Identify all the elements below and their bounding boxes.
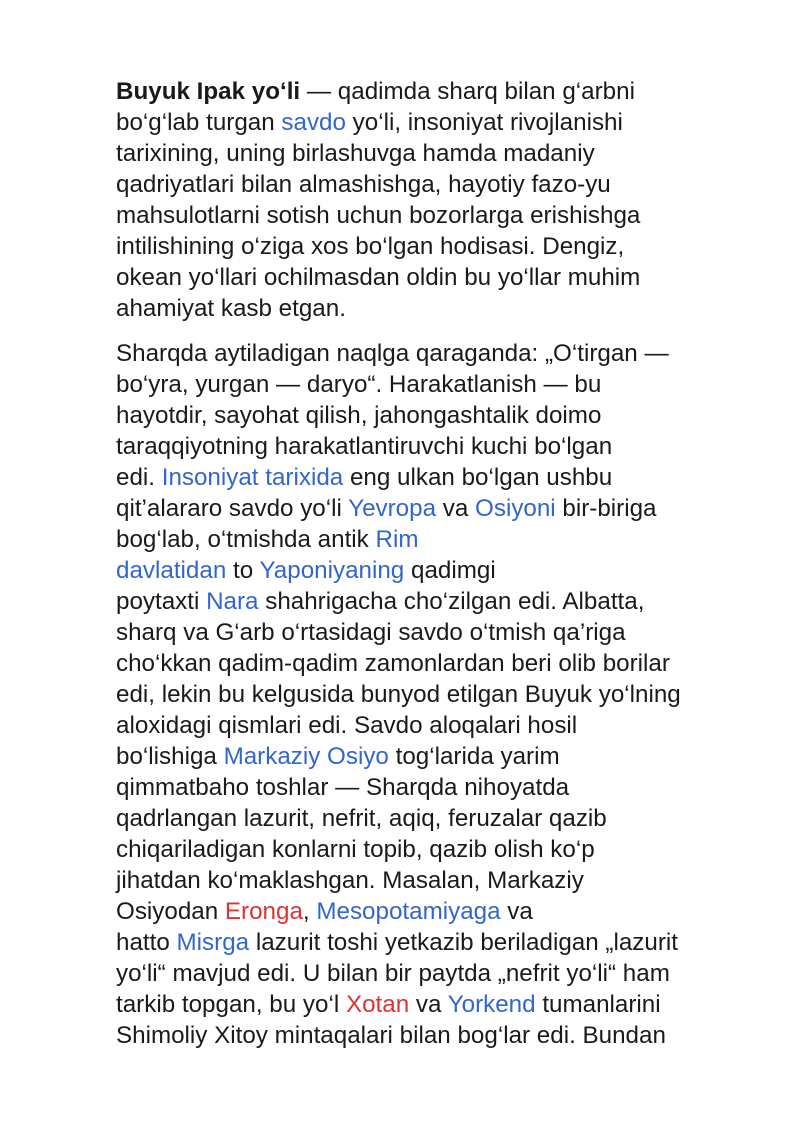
text-line: qimmatbaho toshlar — Sharqda nihoyatda [116,774,570,801]
text-segment: tumanlarini [535,991,661,1018]
text-line: okean yo‘llari ochilmasdan oldin bu yo‘llar muhim [116,264,641,291]
paragraph-main [116,338,756,1051]
text-line: jihatdan ko‘maklashgan. Masalan, Markaziy [116,867,584,894]
text-segment: lazurit toshi yetkazib beriladigan „lazurit [249,929,678,956]
link-yaponiyaning[interactable]: Yaponiyaning [259,557,405,584]
text-line: mahsulotlarni sotish uchun bozorlarga erishishga [116,202,641,229]
link-yevropa[interactable]: Yevropa [348,495,437,522]
text-segment: tarkib topgan, bu yo‘l [116,991,346,1018]
link-davlatidan[interactable]: davlatidan [116,557,227,584]
text-line [116,555,756,586]
text-segment: , [302,898,317,925]
link-misrga[interactable]: Misrga [176,929,250,956]
link-mesopotamiyaga[interactable]: Mesopotamiyaga [316,898,501,925]
text-line: edi, lekin bu kelgusida bunyod etilgan Buyuk yo‘lning [116,681,681,708]
text-segment: eng ulkan bo‘lgan ushbu [343,464,613,491]
text-line: qadrlangan lazurit, nefrit, aqiq, feruzalar qazib [116,805,607,832]
text-line: taraqqiyotning harakatlantiruvchi kuchi bo‘lgan [116,433,613,460]
text-line: Sharqda aytiladigan naqlga qaraganda: „O‘tirgan — [116,340,669,367]
redlink-eronga[interactable]: Eronga [224,898,303,925]
link-insoniyat-tarixida[interactable]: Insoniyat tarixida [161,464,344,491]
text-segment: tog‘larida yarim [388,743,560,770]
redlink-xotan[interactable]: Xotan [345,991,410,1018]
text-segment: bir-biriga [555,495,657,522]
link-osiyoni[interactable]: Osiyoni [475,495,556,522]
text-segment: qit’alararo savdo yo‘li [116,495,349,522]
text-segment: to [226,557,260,584]
link-yorkend[interactable]: Yorkend [447,991,536,1018]
text-line [116,493,756,524]
text-segment: va [500,898,533,925]
link-nara[interactable]: Nara [206,588,259,615]
text-line: yo‘li“ mavjud edi. U bilan bir paytda „nefrit yo‘li“ ham [116,960,670,987]
text-line [116,989,756,1020]
text-line: sharq va G‘arb o‘rtasidagi savdo o‘tmish qa’riga [116,619,626,646]
text-line: tarixining, uning birlashuvga hamda madaniy [116,140,595,167]
text-segment: bog‘lab, o‘tmishda antik [116,526,376,553]
paragraph-intro [116,76,756,324]
text-line [116,741,756,772]
text-segment: Osiyodan [116,898,225,925]
text-line: chiqariladigan konlarni topib, qazib olish ko‘p [116,836,595,863]
text-line [116,524,756,555]
article-body [116,76,756,1051]
text-segment: va [409,991,448,1018]
text-segment: va [436,495,476,522]
text-segment: shahrigacha cho‘zilgan edi. Albatta, [258,588,645,615]
text-segment: bo‘g‘lab turgan [116,109,282,136]
text-line: qadriyatlari bilan almashishga, hayotiy fazo-yu [116,171,611,198]
text-segment: — qadimda sharq bilan g‘arbni [300,78,635,105]
text-line: hayotdir, sayohat qilish, jahongashtalik doimo [116,402,602,429]
text-line: aloxidagi qismlari edi. Savdo aloqalari hosil [116,712,578,739]
text-line [116,462,756,493]
text-line [116,927,756,958]
text-line: intilishining o‘ziga xos bo‘lgan hodisasi. Dengiz, [116,233,625,260]
text-line: Shimoliy Xitoy mintaqalari bilan bog‘lar edi. Bundan [116,1022,666,1049]
text-line: bo‘yra, yurgan — daryo“. Harakatlanish — bu [116,371,602,398]
text-line [116,896,756,927]
text-segment: poytaxti [116,588,207,615]
text-line [116,76,756,107]
text-segment: edi. [116,464,162,491]
link-markaziy-osiyo[interactable]: Markaziy Osiyo [223,743,389,770]
text-segment: qadimgi [404,557,496,584]
text-line: ahamiyat kasb etgan. [116,295,346,322]
text-segment: hatto [116,929,177,956]
article-title-bold: Buyuk Ipak yo‘li [116,78,301,105]
link-rim[interactable]: Rim [375,526,419,553]
text-line: cho‘kkan qadim-qadim zamonlardan beri olib borilar [116,650,670,677]
text-line [116,586,756,617]
link-savdo[interactable]: savdo [281,109,346,136]
text-segment: bo‘lishiga [116,743,224,770]
text-segment: yo‘li, insoniyat rivojlanishi [345,109,623,136]
text-line [116,107,756,138]
